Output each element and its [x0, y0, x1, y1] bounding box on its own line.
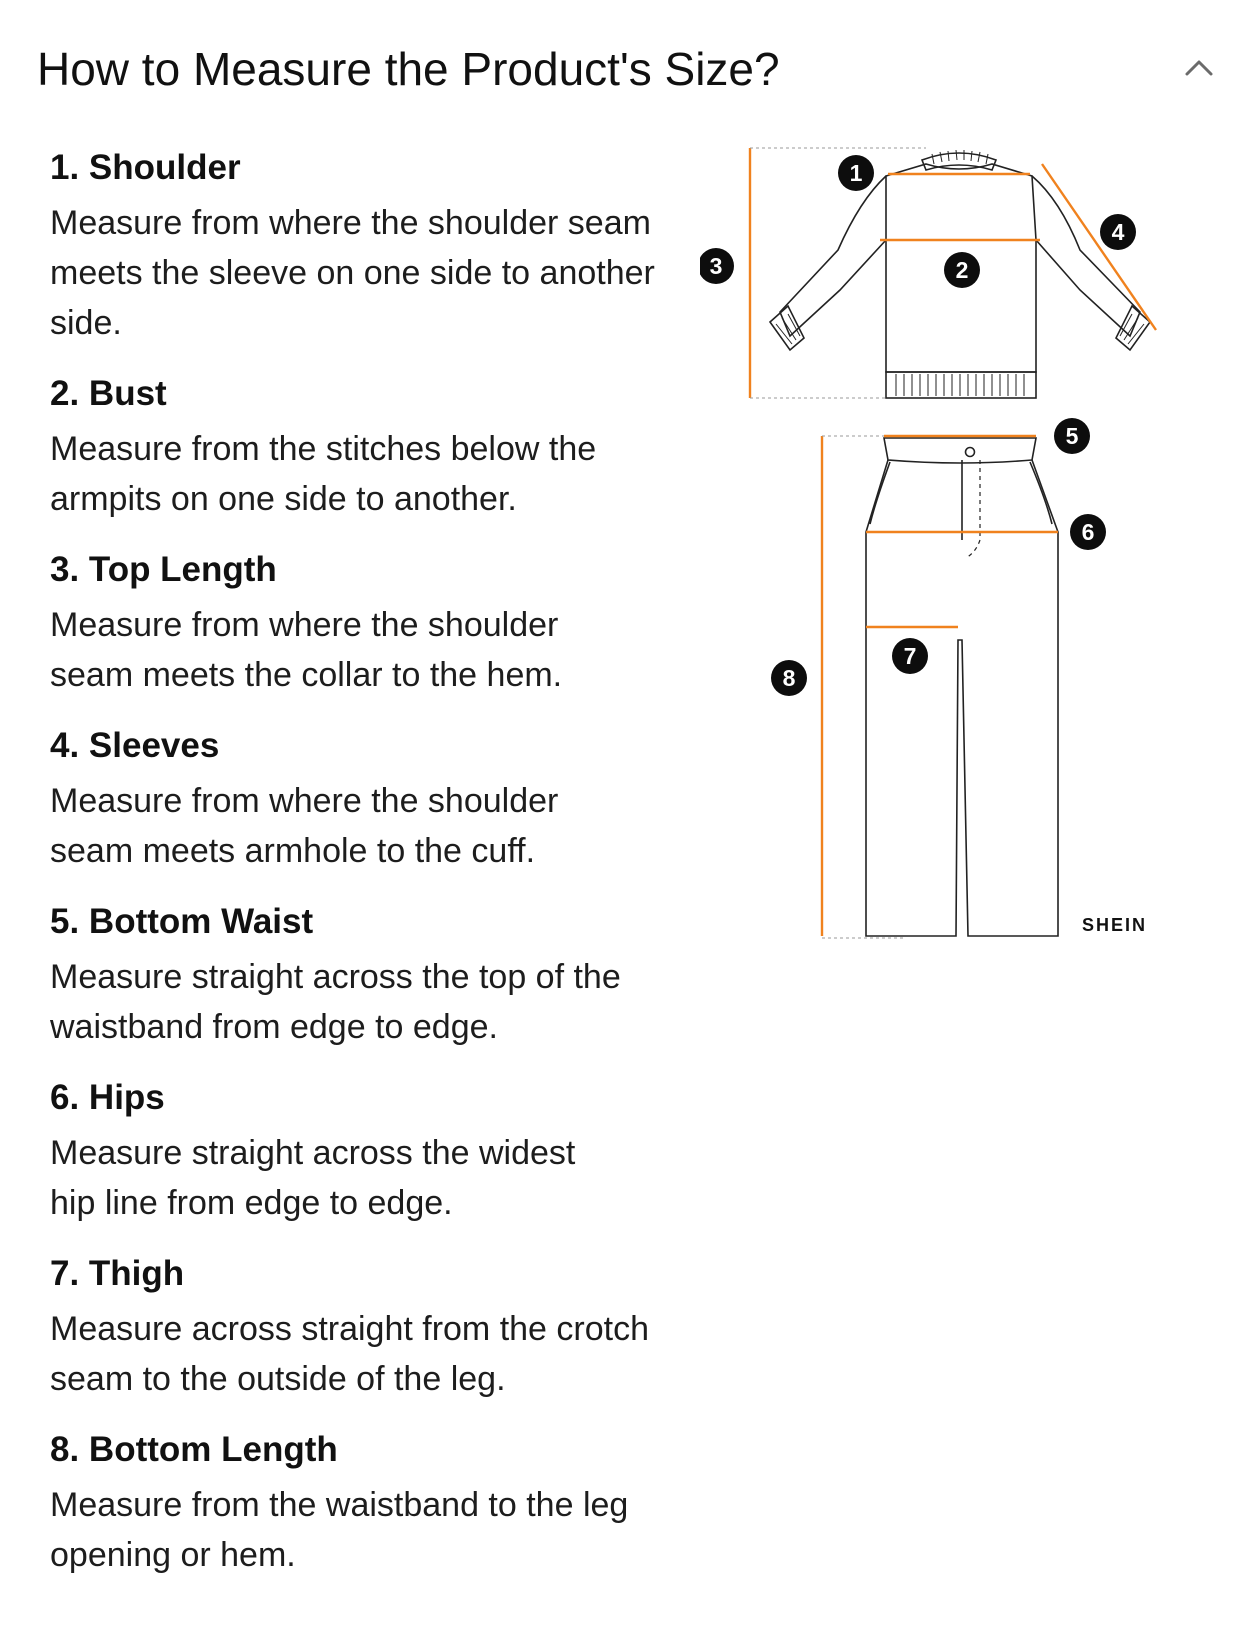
step-description: Measure straight across the widest hip line from edge to edge. [50, 1134, 576, 1222]
measurement-diagram [700, 140, 1200, 980]
svg-text:SHEIN: SHEIN [1082, 915, 1148, 935]
step-description: Measure straight across the top of the waistband from edge to edge. [50, 958, 621, 1046]
step-hips [50, 1074, 690, 1228]
marker-3 [700, 248, 734, 284]
brand-logo [1082, 915, 1147, 935]
fly-stitch [966, 460, 980, 558]
step-heading: 6. Hips [50, 1078, 165, 1117]
collapse-button[interactable] [1181, 50, 1217, 86]
sweater-guide-lines [750, 148, 926, 398]
step-heading: 2. Bust [50, 374, 167, 413]
step-description: Measure from the stitches below the armpits on one side to another. [50, 430, 597, 518]
pants-measure-lines [822, 436, 1058, 936]
garment-illustration [700, 140, 1200, 980]
step-bottom-waist [50, 898, 690, 1052]
step-heading: 7. Thigh [50, 1254, 185, 1293]
svg-text:4: 4 [1111, 219, 1125, 245]
pants-guide-lines [822, 436, 904, 938]
marker-4 [1100, 214, 1136, 250]
step-sleeves [50, 722, 690, 876]
step-heading: 5. Bottom Waist [50, 902, 314, 941]
step-shoulder [50, 144, 690, 348]
marker-8 [771, 660, 807, 696]
marker-7 [892, 638, 928, 674]
marker-6 [1070, 514, 1106, 550]
step-heading: 3. Top Length [50, 550, 277, 589]
svg-text:8: 8 [782, 665, 796, 691]
step-description: Measure from where the shoulder seam meets the collar to the hem. [50, 606, 563, 694]
marker-1 [838, 155, 874, 191]
step-heading: 8. Bottom Length [50, 1430, 338, 1469]
step-top-length [50, 546, 690, 700]
section-header [37, 38, 1217, 108]
page-title: How to Measure the Product's Size? [37, 43, 780, 95]
marker-5 [1054, 418, 1090, 454]
step-description: Measure from where the shoulder seam meets the sleeve on one side to another side. [50, 204, 655, 342]
step-heading: 4. Sleeves [50, 726, 220, 765]
chevron-up-icon [1181, 50, 1217, 86]
svg-text:2: 2 [955, 257, 969, 283]
step-bottom-length [50, 1426, 690, 1580]
step-heading: 1. Shoulder [50, 148, 241, 187]
step-thigh [50, 1250, 690, 1404]
step-description: Measure from where the shoulder seam meets armhole to the cuff. [50, 782, 559, 870]
pants-outline [866, 438, 1058, 936]
sleeve-line [1042, 164, 1156, 330]
measurement-instructions [50, 144, 690, 1602]
step-bust [50, 370, 690, 524]
svg-text:3: 3 [709, 253, 723, 279]
svg-text:5: 5 [1065, 423, 1079, 449]
step-description: Measure from the waistband to the leg opening or hem. [50, 1486, 629, 1574]
svg-text:7: 7 [903, 643, 917, 669]
svg-text:1: 1 [849, 160, 863, 186]
svg-text:6: 6 [1081, 519, 1095, 545]
step-description: Measure across straight from the crotch seam to the outside of the leg. [50, 1310, 650, 1398]
marker-2 [944, 252, 980, 288]
